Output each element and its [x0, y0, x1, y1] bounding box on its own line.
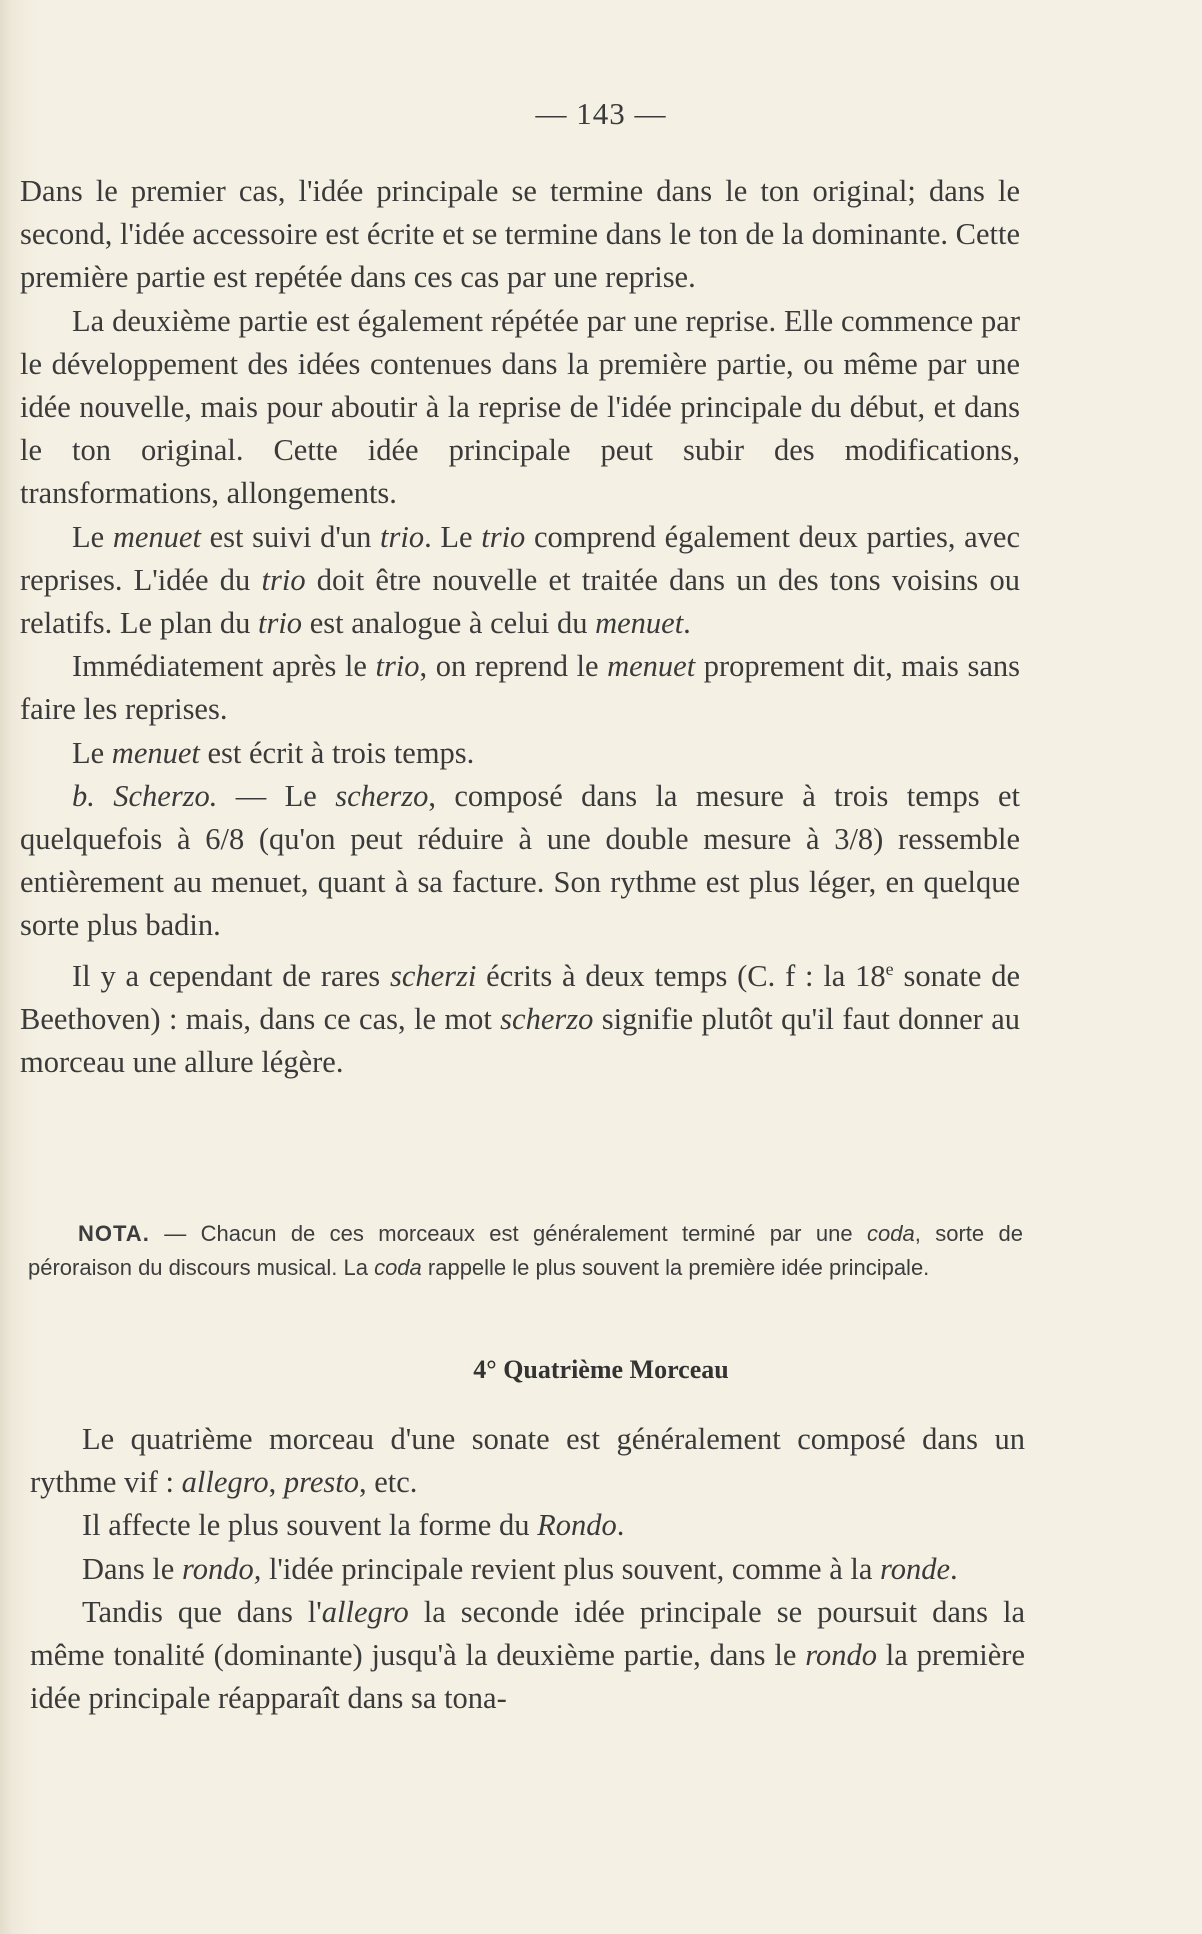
paragraph-8: Le quatrième morceau d'une sonate est généralement composé dans un rythme vif : allegro, presto, etc. [30, 1422, 1025, 1500]
paragraph-10: Dans le rondo, l'idée principale revient plus souvent, comme à la ronde. [82, 1551, 958, 1586]
paragraph-1: Dans le premier cas, l'idée principale se termine dans le ton original; dans le second, l'idée accessoire est écrite et se termine dans le ton de la dominante. Cette première partie est repétée dans ces cas par une reprise. [20, 174, 1020, 295]
paragraph-3: Le menuet est suivi d'un trio. Le trio comprend également deux parties, avec reprises. L'idée du trio doit être nouvelle et traitée dans un des tons voisins ou relatifs. Le plan du trio est analogue à celui du menuet. [20, 519, 1020, 641]
paragraph-4: Immédiatement après le trio, on reprend le menuet proprement dit, mais sans faire les reprises. [20, 649, 1020, 727]
paragraph-7: Il y a cependant de rares scherzi écrits à deux temps (C. f : la 18e sonate de Beethoven) : mais, dans ce cas, le mot scherzo signifie plutôt qu'il faut donner au morceau une allure légère. [20, 958, 1020, 1080]
paragraph-2: La deuxième partie est également répétée par une reprise. Elle commence par le développement des idées contenues dans la première partie, ou même par une idée nouvelle, mais pour aboutir à la reprise de l'idée principale du début, et dans le ton original. Cette idée principale peut subir des modifications, transformations, allongements. [20, 303, 1020, 511]
paragraph-11: Tandis que dans l'allegro la seconde idée principale se poursuit dans la même tonalité (dominante) jusqu'à la deuxième partie, dans le rondo la première idée principale réapparaît dans sa tona- [30, 1594, 1026, 1716]
body-text-upper [20, 170, 1020, 1084]
paragraph-5: Le menuet est écrit à trois temps. [72, 735, 475, 770]
page-number: — 143 — [535, 96, 667, 131]
nota-label: NOTA. [78, 1221, 150, 1246]
nota-note: NOTA. — Chacun de ces morceaux est généralement terminé par une coda, sorte de péroraison du discours musical. La coda rappelle le plus souvent la première idée principale. [28, 1221, 1024, 1280]
body-text-lower [30, 1418, 1025, 1720]
paragraph-9: Il affecte le plus souvent la forme du Rondo. [82, 1508, 625, 1543]
paragraph-6: b. Scherzo. — Le scherzo, composé dans la mesure à trois temps et quelquefois à 6/8 (qu'on peut réduire à une double mesure à 3/8) ressemble entièrement au menuet, quant à sa facture. Son rythme est plus léger, en quelque sorte plus badin. [20, 778, 1020, 943]
section-heading: 4° Quatrième Morceau [473, 1355, 729, 1384]
